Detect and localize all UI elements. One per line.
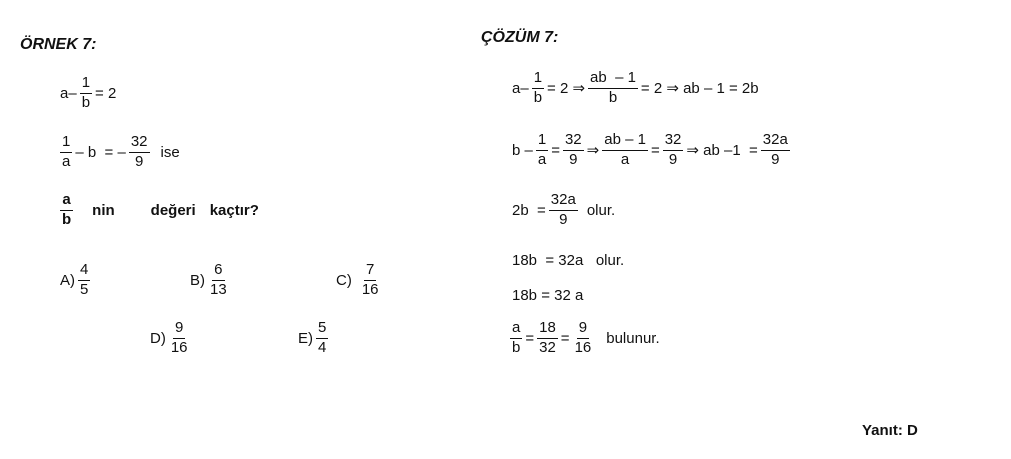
sl2-f3-den: a <box>620 150 630 168</box>
option-c <box>336 262 384 298</box>
sl1-text-1: = 2 ⇒ <box>547 80 586 97</box>
given-equation-2 <box>60 134 180 170</box>
sl1-text-2: = 2 ⇒ ab – 1 = 2b <box>640 80 759 97</box>
option-c-den: 16 <box>361 280 379 298</box>
option-d-fraction <box>169 320 190 356</box>
solution-line-1 <box>512 70 759 106</box>
sl1-f1-num: 1 <box>532 70 544 89</box>
sl2-f3-num: ab – 1 <box>602 132 648 151</box>
option-c-num: 7 <box>364 262 376 281</box>
option-d-den: 16 <box>170 338 188 356</box>
sl2-f2-den: 9 <box>569 150 578 168</box>
eq2-fraction-2 <box>129 134 150 170</box>
option-d-num: 9 <box>173 320 185 339</box>
option-e <box>298 320 331 356</box>
sl6-f2-num: 18 <box>537 320 558 339</box>
sl3-tail: olur. <box>586 201 616 219</box>
solution-line-4: 18b = 32a olur. <box>512 252 625 269</box>
option-b-fraction <box>208 262 229 298</box>
sl1-var: a– <box>512 79 529 97</box>
question-frac-num: a <box>60 192 72 211</box>
sl2-fraction-2 <box>563 132 584 168</box>
eq2-tail: ise <box>160 143 180 161</box>
sl1-f2-num: ab – 1 <box>588 70 638 89</box>
example-heading: ÖRNEK 7: <box>20 36 97 53</box>
sl6-fraction-2 <box>537 320 558 356</box>
sl2-arrow: ⇒ <box>586 142 600 159</box>
sl6-eq-2: = <box>560 329 570 347</box>
sl6-tail: bulunur. <box>606 329 660 347</box>
sl2-fraction-1 <box>536 132 548 168</box>
option-e-fraction <box>316 320 328 356</box>
eq1-frac-den: b <box>81 93 91 111</box>
option-d <box>150 320 193 356</box>
eq1-rhs: = 2 <box>95 84 117 102</box>
option-b <box>190 262 232 298</box>
sl2-eq-1: = <box>551 141 560 159</box>
option-c-label: C) <box>336 271 352 289</box>
sl6-f1-num: a <box>510 320 522 339</box>
option-e-num: 5 <box>316 320 328 339</box>
sl3-num: 32a <box>549 192 578 211</box>
question-text-3: kaçtır? <box>209 201 259 219</box>
option-b-label: B) <box>190 271 205 289</box>
option-d-label: D) <box>150 329 166 347</box>
sl6-f2-den: 32 <box>539 338 556 356</box>
sl2-f1-num: 1 <box>536 132 548 151</box>
sl3-fraction <box>549 192 578 228</box>
sl2-f4-den: 9 <box>668 150 678 168</box>
sl2-var: b – <box>512 141 533 159</box>
question-frac-den: b <box>62 210 72 228</box>
eq2-frac2-num: 32 <box>129 134 150 153</box>
sl2-f2-num: 32 <box>563 132 584 151</box>
sl6-fraction-3 <box>573 320 594 356</box>
option-c-fraction <box>360 262 381 298</box>
eq1-fraction <box>80 75 92 111</box>
solution-line-3 <box>512 192 615 228</box>
sl6-f1-den: b <box>512 338 521 356</box>
solution-heading: ÇÖZÜM 7: <box>481 29 559 46</box>
eq1-minus: – <box>68 84 77 102</box>
question-fraction <box>60 192 73 228</box>
option-b-num: 6 <box>212 262 224 281</box>
question-text-2: değeri <box>150 201 196 219</box>
option-a-label: A) <box>60 271 75 289</box>
option-a <box>60 262 93 298</box>
question-text-1: nin <box>92 201 115 219</box>
sl2-text: ⇒ ab –1 = <box>686 142 758 159</box>
sl1-fraction-1 <box>532 70 544 106</box>
solution-line-6 <box>510 320 660 356</box>
sl6-fraction-1 <box>510 320 522 356</box>
sl2-eq-2: = <box>650 141 660 159</box>
sl2-f4-num: 32 <box>663 132 684 151</box>
sl3-den: 9 <box>559 210 568 228</box>
solution-line-2 <box>512 132 793 168</box>
eq2-frac2-den: 9 <box>134 152 144 170</box>
sl1-f1-den: b <box>533 88 543 106</box>
option-a-fraction <box>78 262 90 298</box>
eq2-frac1-den: a <box>62 152 71 170</box>
sl6-eq-1: = <box>525 329 535 347</box>
answer-label: Yanıt: D <box>862 422 918 439</box>
sl2-fraction-4 <box>663 132 684 168</box>
question <box>60 192 259 228</box>
sl6-f3-den: 16 <box>574 338 592 356</box>
given-equation-1 <box>60 75 116 111</box>
solution-line-5: 18b = 32 a <box>512 287 584 304</box>
option-e-den: 4 <box>318 338 327 356</box>
option-b-den: 13 <box>210 280 227 298</box>
sl2-fraction-5 <box>761 132 790 168</box>
sl3-text: 2b = <box>512 201 546 219</box>
option-e-label: E) <box>298 329 313 347</box>
sl1-fraction-2 <box>588 70 638 106</box>
sl2-f1-den: a <box>537 150 547 168</box>
eq2-middle: – b = – <box>75 143 126 161</box>
option-a-num: 4 <box>78 262 90 281</box>
eq2-frac1-num: 1 <box>60 134 72 153</box>
eq1-var: a <box>60 84 69 102</box>
eq2-fraction-1 <box>60 134 72 170</box>
option-a-den: 5 <box>80 280 89 298</box>
sl1-f2-den: b <box>608 88 618 106</box>
sl2-f5-num: 32a <box>761 132 790 151</box>
sl6-f3-num: 9 <box>577 320 589 339</box>
sl2-fraction-3 <box>602 132 648 168</box>
eq1-frac-num: 1 <box>80 75 92 94</box>
sl2-f5-den: 9 <box>771 150 780 168</box>
